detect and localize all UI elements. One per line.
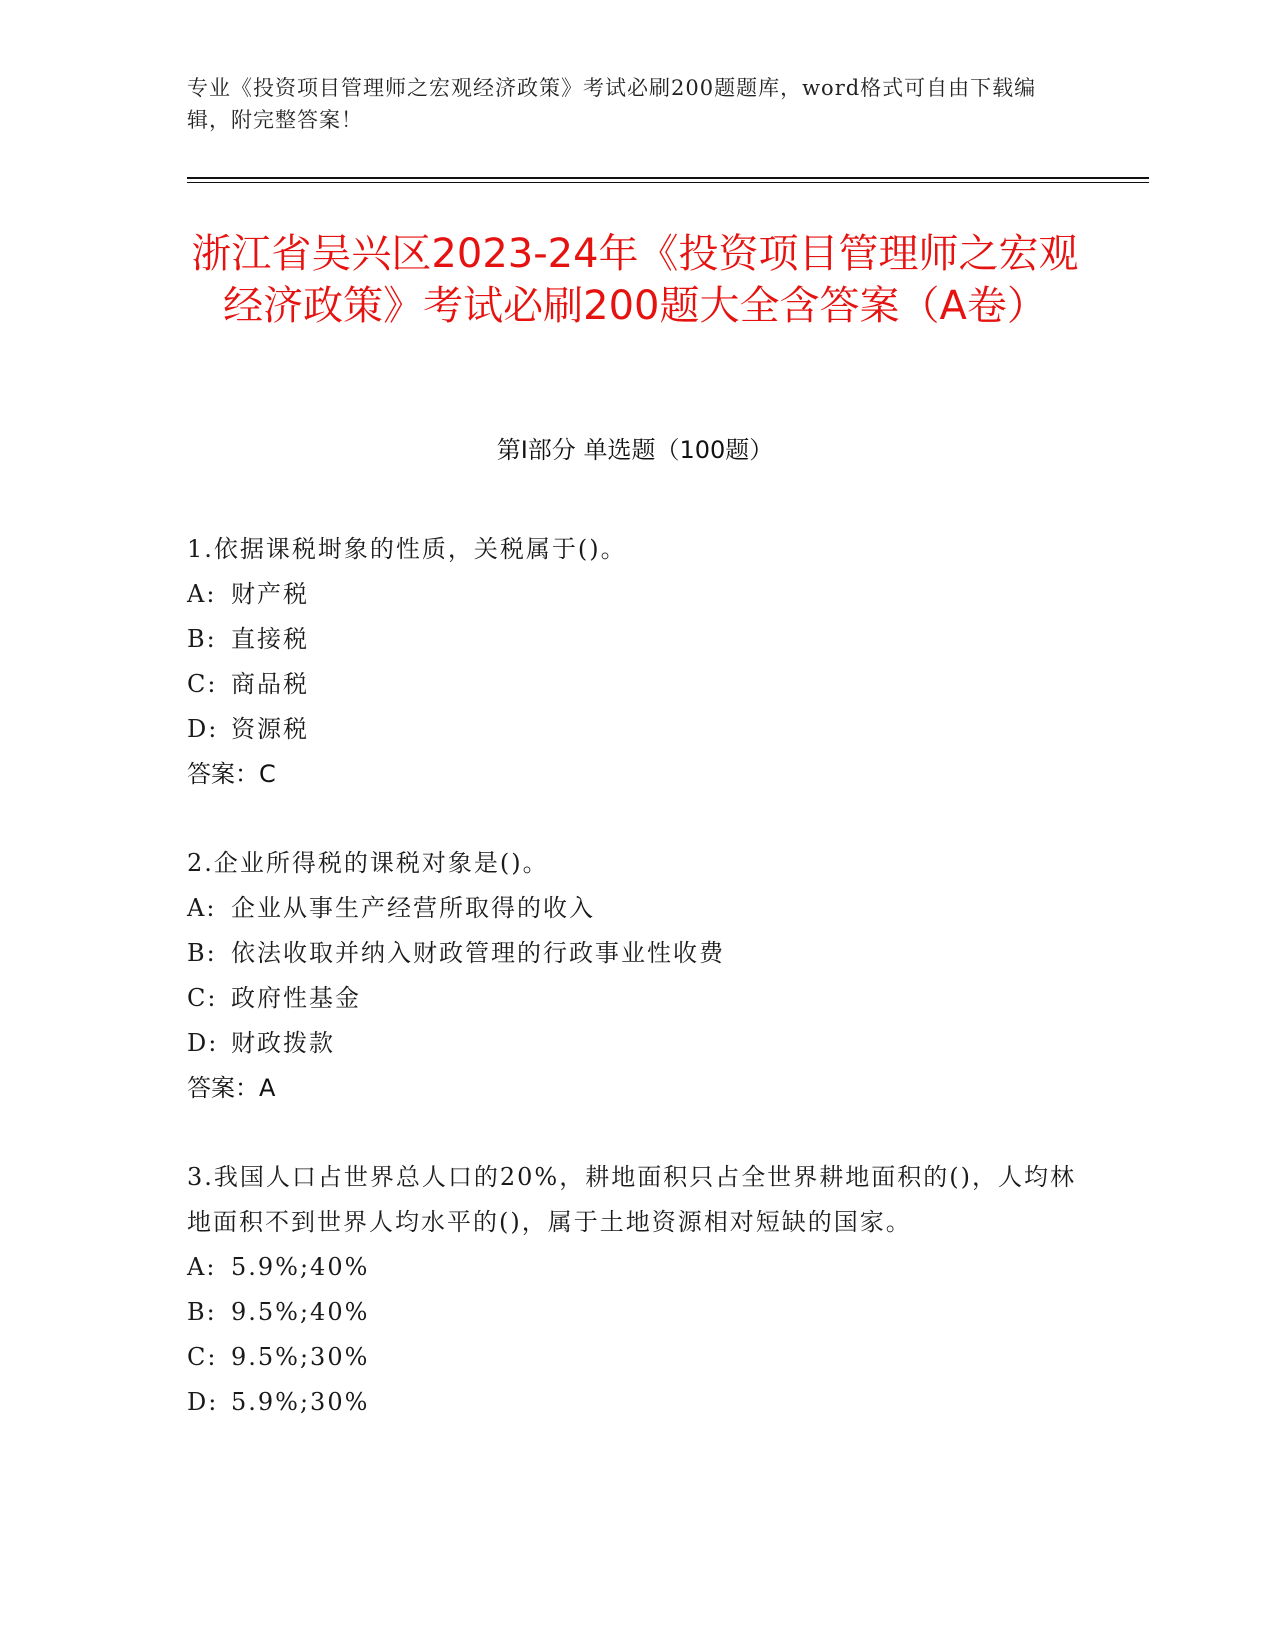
option-text: 5.9%;40% xyxy=(231,1253,370,1281)
option-text: 企业从事生产经营所取得的收入 xyxy=(231,894,595,922)
option-key: B: xyxy=(187,1298,217,1326)
question-2 xyxy=(187,841,1077,1111)
option-text: 9.5%;30% xyxy=(231,1343,370,1371)
option-b xyxy=(187,1290,1077,1335)
option-c xyxy=(187,976,1077,1021)
question-list xyxy=(187,527,1077,1469)
option-c xyxy=(187,662,1077,707)
option-key: D: xyxy=(187,1388,219,1416)
option-a xyxy=(187,1245,1077,1290)
option-key: A: xyxy=(187,894,217,922)
option-d xyxy=(187,1021,1077,1066)
question-3 xyxy=(187,1155,1077,1425)
question-stem: 2.企业所得税的课税对象是()。 xyxy=(187,849,549,877)
option-key: B: xyxy=(187,939,217,967)
option-key: C: xyxy=(187,670,218,698)
header-note: 专业《投资项目管理师之宏观经济政策》考试必刷200题题库，word格式可自由下载编辑，附完整答案！ xyxy=(187,76,1037,132)
document-title: 浙江省吴兴区2023-24年《投资项目管理师之宏观经济政策》考试必刷200题大全含答案（A卷） xyxy=(191,231,1079,329)
header-rule-thin xyxy=(187,182,1149,183)
answer: 答案：A xyxy=(187,1074,276,1102)
question-stem: 1.依据课税埘象的性质，关税属于()。 xyxy=(187,535,627,563)
option-key: A: xyxy=(187,580,217,608)
option-text: 政府性基金 xyxy=(231,984,361,1012)
option-text: 财产税 xyxy=(231,580,309,608)
option-a xyxy=(187,572,1077,617)
option-d xyxy=(187,707,1077,752)
section-title: 第Ⅰ部分 单选题（100题） xyxy=(496,436,774,464)
option-a xyxy=(187,886,1077,931)
option-text: 5.9%;30% xyxy=(231,1388,370,1416)
option-text: 直接税 xyxy=(231,625,309,653)
option-key: A: xyxy=(187,1253,217,1281)
question-stem: 3.我国人口占世界总人口的20%，耕地面积只占全世界耕地面积的()，人均林地面积不到世界人均水平的()，属于土地资源相对短缺的国家。 xyxy=(187,1163,1076,1236)
answer: 答案：C xyxy=(187,760,276,788)
option-text: 9.5%;40% xyxy=(231,1298,370,1326)
option-key: C: xyxy=(187,984,218,1012)
option-d xyxy=(187,1380,1077,1425)
question-1 xyxy=(187,527,1077,797)
option-key: C: xyxy=(187,1343,218,1371)
option-key: B: xyxy=(187,625,217,653)
option-key: D: xyxy=(187,715,219,743)
option-text: 商品税 xyxy=(231,670,309,698)
header-rule-thick xyxy=(187,177,1149,179)
option-text: 依法收取并纳入财政管理的行政事业性收费 xyxy=(231,939,725,967)
option-key: D: xyxy=(187,1029,219,1057)
option-b xyxy=(187,617,1077,662)
option-c xyxy=(187,1335,1077,1380)
option-text: 资源税 xyxy=(231,715,309,743)
option-b xyxy=(187,931,1077,976)
option-text: 财政拨款 xyxy=(231,1029,335,1057)
